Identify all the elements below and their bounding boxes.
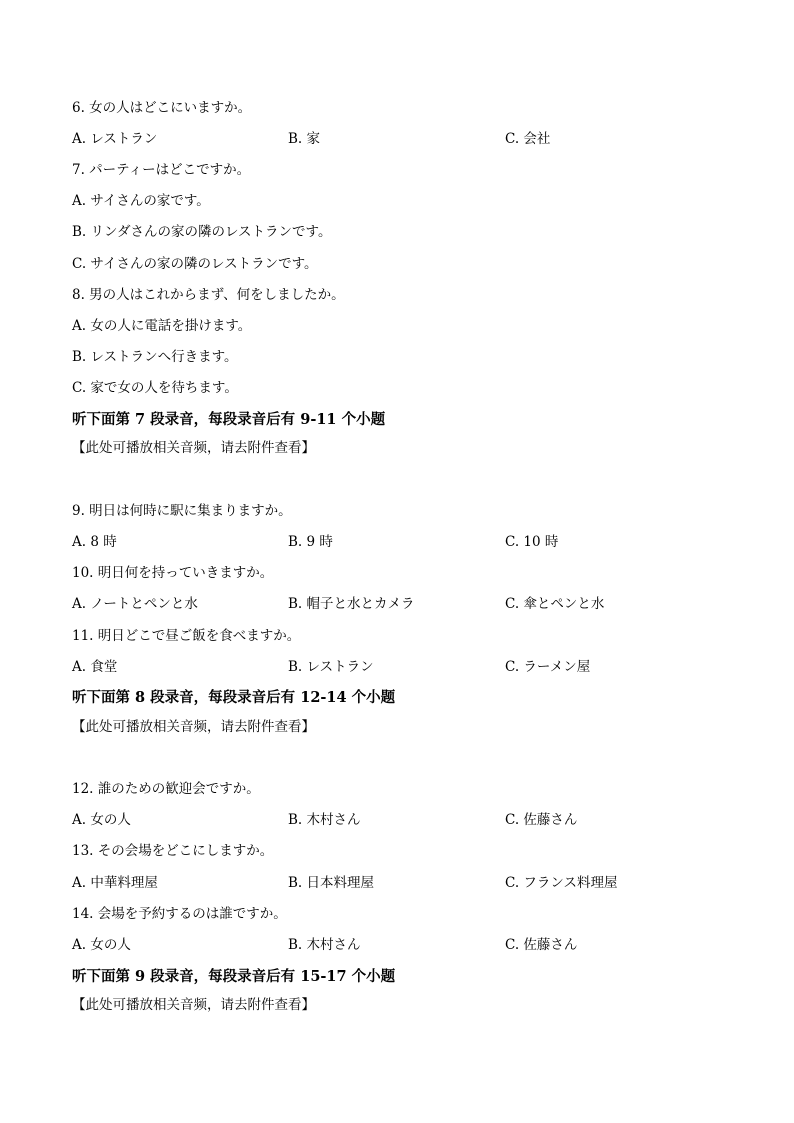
section-8-heading: 听下面第 8 段录音，每段录音后有 12-14 个小题 xyxy=(72,689,396,706)
q7-option-c: C. サイさんの家の隣のレストランです。 xyxy=(72,256,318,272)
question-8: 8. 男の人はこれからまず、何をしましたか。 xyxy=(72,287,345,303)
q12-option-c: C. 佐藤さん xyxy=(505,812,578,828)
q8-option-b: B. レストランへ行きます。 xyxy=(72,349,238,365)
q8-option-c: C. 家で女の人を待ちます。 xyxy=(72,380,238,396)
q14-option-b: B. 木村さん xyxy=(288,937,361,953)
question-10: 10. 明日何を持っていきますか。 xyxy=(72,565,274,581)
q8-option-a: A. 女の人に電話を掛けます。 xyxy=(72,318,252,334)
section-8-audio-note: 【此处可播放相关音频，请去附件查看】 xyxy=(72,719,315,735)
q9-option-b: B. 9 時 xyxy=(288,534,333,550)
q12-option-b: B. 木村さん xyxy=(288,812,361,828)
question-6: 6. 女の人はどこにいますか。 xyxy=(72,100,252,116)
q10-option-c: C. 傘とペンと水 xyxy=(505,596,605,612)
q11-option-a: A. 食堂 xyxy=(72,659,118,675)
q10-option-b: B. 帽子と水とカメラ xyxy=(288,596,415,612)
section-7-heading: 听下面第 7 段录音，每段录音后有 9-11 个小题 xyxy=(72,411,386,428)
q6-option-b: B. 家 xyxy=(288,131,321,147)
question-13: 13. その会場をどこにしますか。 xyxy=(72,843,274,859)
q9-option-a: A. 8 時 xyxy=(72,534,117,550)
q9-option-c: C. 10 時 xyxy=(505,534,559,550)
q10-option-a: A. ノートとペンと水 xyxy=(72,596,198,612)
q6-option-a: A. レストラン xyxy=(72,131,158,147)
q14-option-a: A. 女の人 xyxy=(72,937,131,953)
q11-option-b: B. レストラン xyxy=(288,659,374,675)
section-9-audio-note: 【此处可播放相关音频，请去附件查看】 xyxy=(72,997,315,1013)
section-9-heading: 听下面第 9 段录音，每段录音后有 15-17 个小题 xyxy=(72,968,396,985)
question-9: 9. 明日は何時に駅に集まりますか。 xyxy=(72,503,292,519)
q13-option-c: C. フランス料理屋 xyxy=(505,875,618,891)
q7-option-a: A. サイさんの家です。 xyxy=(72,193,210,209)
question-11: 11. 明日どこで昼ご飯を食べますか。 xyxy=(72,628,301,644)
question-12: 12. 誰のための歓迎会ですか。 xyxy=(72,781,260,797)
question-14: 14. 会場を予約するのは誰ですか。 xyxy=(72,906,287,922)
section-7-audio-note: 【此处可播放相关音频，请去附件查看】 xyxy=(72,440,315,456)
q11-option-c: C. ラーメン屋 xyxy=(505,659,591,675)
q12-option-a: A. 女の人 xyxy=(72,812,131,828)
question-7: 7. パーティーはどこですか。 xyxy=(72,162,251,178)
q13-option-a: A. 中華料理屋 xyxy=(72,875,158,891)
q7-option-b: B. リンダさんの家の隣のレストランです。 xyxy=(72,224,332,240)
q6-option-c: C. 会社 xyxy=(505,131,551,147)
q13-option-b: B. 日本料理屋 xyxy=(288,875,375,891)
q14-option-c: C. 佐藤さん xyxy=(505,937,578,953)
